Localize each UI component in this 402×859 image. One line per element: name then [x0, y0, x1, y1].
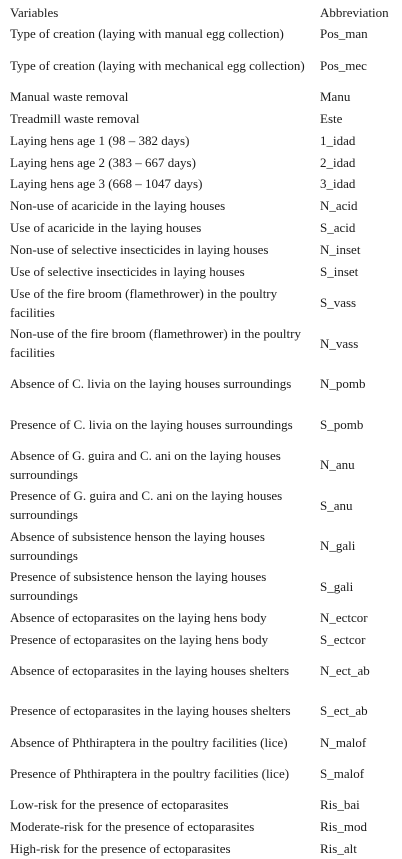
abbreviation-cell: Pos_mec	[320, 57, 367, 73]
header-variables: Variables	[10, 4, 59, 20]
abbreviation-cell: Pos_man	[320, 26, 368, 42]
table-row	[0, 815, 402, 837]
table-row	[0, 323, 402, 364]
variable-cell: Absence of Phthiraptera in the poultry facilities (lice)	[10, 734, 288, 750]
variable-cell: Absence of ectoparasites in the laying houses shelters	[10, 662, 290, 678]
table-row	[0, 23, 402, 45]
abbreviation-cell: 2_idad	[320, 154, 356, 170]
variable-cell: Non-use of selective insecticides in laying houses	[10, 242, 269, 258]
variable-cell: Treadmill waste removal	[10, 110, 140, 126]
table-row	[0, 566, 402, 607]
variable-cell: Use of the fire broom (flamethrower) in the poultry facilities	[10, 285, 278, 320]
variable-cell: Laying hens age 2 (383 – 667 days)	[10, 154, 196, 170]
abbreviation-cell: N_anu	[320, 457, 355, 473]
variable-cell: Laying hens age 1 (98 – 382 days)	[10, 132, 190, 148]
abbreviation-cell: Este	[320, 110, 343, 126]
variable-cell: Non-use of acaricide in the laying houses	[10, 198, 226, 214]
table-row	[0, 837, 402, 859]
variable-cell: Non-use of the fire broom (flamethrower) in the poultry facilities	[10, 326, 301, 361]
variable-cell: Laying hens age 3 (668 – 1047 days)	[10, 176, 203, 192]
table-row	[0, 691, 402, 732]
header-abbreviation: Abbreviation	[320, 4, 389, 20]
table-row	[0, 173, 402, 195]
table-row	[0, 107, 402, 129]
abbreviation-cell: S_anu	[320, 497, 353, 513]
abbreviation-cell: Ris_mod	[320, 818, 367, 834]
table-row	[0, 261, 402, 283]
abbreviation-cell: N_inset	[320, 242, 361, 258]
abbreviation-cell: S_acid	[320, 220, 356, 236]
variable-cell: Absence of C. livia on the laying houses surroundings	[10, 376, 292, 392]
variable-cell: Presence of C. livia on the laying houses surroundings	[10, 416, 293, 432]
table-row	[0, 606, 402, 628]
abbreviation-cell: S_vass	[320, 295, 357, 311]
variable-cell: Absence of ectoparasites on the laying hens body	[10, 609, 267, 625]
abbreviation-cell: 3_idad	[320, 176, 356, 192]
variable-cell: Presence of ectoparasites on the laying hens body	[10, 631, 269, 647]
abbreviation-cell: Ris_bai	[320, 797, 360, 813]
table-row	[0, 195, 402, 217]
table-header-row	[0, 1, 402, 23]
abbreviation-cell: S_pomb	[320, 416, 364, 432]
table-row	[0, 282, 402, 323]
table-row	[0, 753, 402, 794]
variable-cell: High-risk for the presence of ectoparasites	[10, 840, 231, 856]
variable-cell: Presence of Phthiraptera in the poultry facilities (lice)	[10, 765, 290, 781]
abbreviation-cell: S_ectcor	[320, 631, 366, 647]
table-row	[0, 731, 402, 753]
variable-cell: Moderate-risk for the presence of ectoparasites	[10, 818, 255, 834]
abbreviation-cell: S_ect_ab	[320, 703, 368, 719]
abbreviation-cell: N_vass	[320, 335, 359, 351]
table-row	[0, 485, 402, 526]
abbreviation-cell: N_acid	[320, 198, 358, 214]
abbreviation-cell: 1_idad	[320, 132, 356, 148]
variable-cell: Absence of G. guira and C. ani on the laying houses surroundings	[10, 447, 281, 482]
variable-cell: Use of selective insecticides in laying houses	[10, 263, 245, 279]
table-row	[0, 85, 402, 107]
table-row	[0, 628, 402, 650]
table-row	[0, 45, 402, 86]
variable-cell: Type of creation (laying with mechanical egg collection)	[10, 57, 305, 73]
abbreviation-cell: N_ectcor	[320, 609, 368, 625]
table-row	[0, 525, 402, 566]
abbreviation-cell: N_gali	[320, 538, 356, 554]
table-row	[0, 404, 402, 445]
abbreviation-cell: Ris_alt	[320, 840, 357, 856]
abbreviation-cell: S_inset	[320, 263, 359, 279]
abbreviation-cell: N_malof	[320, 734, 367, 750]
variables-table	[0, 1, 402, 859]
variable-cell: Low-risk for the presence of ectoparasites	[10, 797, 229, 813]
abbreviation-cell: N_ect_ab	[320, 662, 370, 678]
abbreviation-cell: Manu	[320, 88, 351, 104]
table-row	[0, 217, 402, 239]
variable-cell: Presence of G. guira and C. ani on the laying houses surroundings	[10, 488, 283, 523]
variable-cell: Use of acaricide in the laying houses	[10, 220, 202, 236]
table-row	[0, 129, 402, 151]
abbreviation-cell: S_gali	[320, 578, 354, 594]
table-row	[0, 650, 402, 691]
variable-cell: Type of creation (laying with manual egg collection)	[10, 26, 284, 42]
variable-cell: Absence of subsistence henson the laying houses surroundings	[10, 528, 265, 563]
table-row	[0, 151, 402, 173]
variable-cell: Presence of subsistence henson the laying houses surroundings	[10, 569, 267, 604]
table-row	[0, 239, 402, 261]
table-row	[0, 363, 402, 404]
table-row	[0, 444, 402, 485]
abbreviation-cell: S_malof	[320, 765, 365, 781]
abbreviation-cell: N_pomb	[320, 376, 366, 392]
table-row	[0, 794, 402, 816]
variable-cell: Manual waste removal	[10, 88, 129, 104]
variable-cell: Presence of ectoparasites in the laying houses shelters	[10, 703, 291, 719]
